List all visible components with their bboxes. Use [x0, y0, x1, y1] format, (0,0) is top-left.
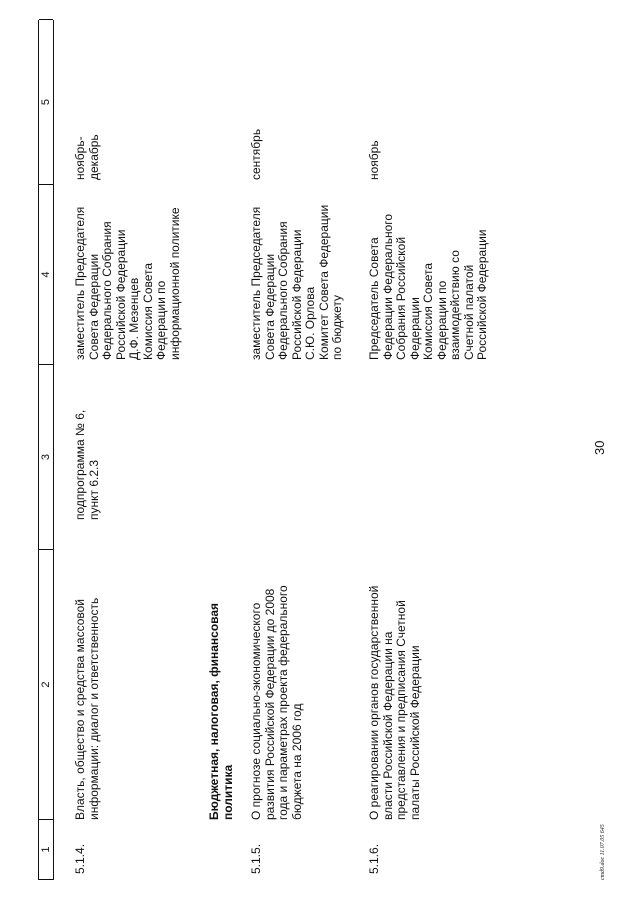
header-cell-1: 1: [39, 819, 53, 879]
header-cell-2: 2: [39, 549, 53, 819]
row-date: ноябрь: [367, 140, 381, 180]
row-number: 5.1.6.: [367, 843, 381, 874]
row-responsible: Председатель Совета Федерации Федерального Собрания Российской Федерации Комиссия Совета Федерации по взаимодействию со Счетной палатой Российской Федерации: [367, 213, 489, 360]
header-cell-5: 5: [39, 19, 53, 184]
header-cell-4: 4: [39, 184, 53, 364]
row-date: сентябрь: [249, 128, 263, 180]
row-number: 5.1.5.: [249, 843, 263, 874]
row-number: 5.1.4.: [73, 843, 87, 874]
header-cell-3: 3: [39, 364, 53, 549]
footer-file-note: cmd9.doc 11.07.05 645: [600, 824, 606, 880]
rotated-document-page: [0, 20, 640, 880]
row-date: ноябрь- декабрь: [73, 134, 101, 180]
row-topic: Власть, общество и средства массовой информации: диалог и ответственность: [73, 597, 101, 820]
table-header-row: [38, 20, 54, 880]
section-heading: Бюджетная, налоговая, финансовая политика: [207, 602, 235, 820]
row-responsible: заместитель Председателя Совета Федерации Федерального Собрания Российской Федерации С.Ю. Орлова Комитет Совета Федерации по бюджету: [249, 204, 344, 360]
row-responsible: заместитель Председателя Совета Федерации Федерального Собрания Российской Федерации Д.Ф. Мезенцев Комиссия Совета Федерации по информационной политике: [73, 206, 182, 360]
row-topic: О прогнозе социально-экономического развития Российской Федерации до 2008 года и параметрах проекта федерального бюджета на 2006 год: [249, 585, 304, 820]
row-topic: О реагировании органов государственной власти Российской Федерации на представления и предписания Счетной палаты Российской Федерации: [367, 585, 422, 820]
page-number: 30: [592, 440, 607, 455]
row-program: подпрограмма № 6, пункт 6.2.3: [73, 409, 101, 520]
